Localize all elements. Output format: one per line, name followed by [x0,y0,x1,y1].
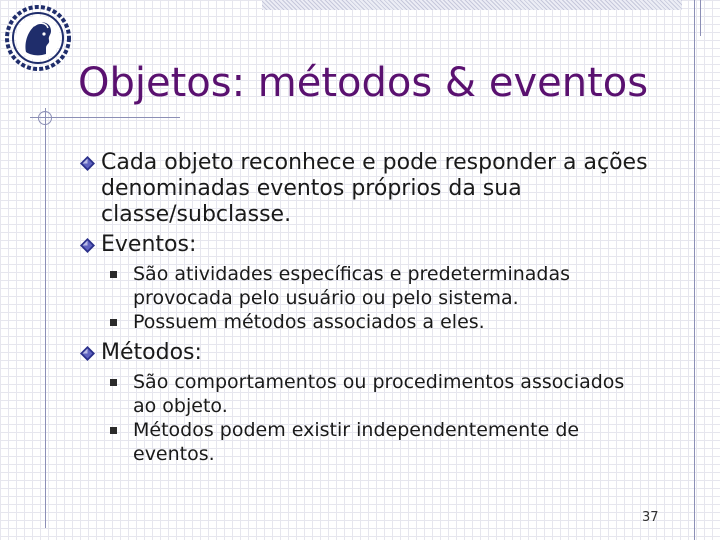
right-border-accent [700,0,701,36]
bullet-text: Cada objeto reconhece e pode responder a ações denominadas eventos próprios da sua classe/subclasse. [101,150,648,227]
sub-bullet-text: São atividades específicas e predeterminadas provocada pelo usuário ou pelo sistema. [133,263,571,309]
square-bullet-icon [110,319,117,326]
sub-bullet-text: Métodos podem existir independentemente de eventos. [133,419,580,465]
square-bullet-icon [110,427,117,434]
page-number: 37 [642,510,659,525]
bullet-item [80,340,650,366]
right-border-line [694,0,695,540]
bullet-item [80,232,650,258]
bullet-item [80,150,650,228]
diamond-bullet-icon [80,346,95,361]
diamond-bullet-icon [80,156,95,171]
diamond-bullet-icon [80,238,95,253]
square-bullet-icon [110,379,117,386]
sub-bullet-text: São comportamentos ou procedimentos associados ao objeto. [133,371,625,417]
slide-content [80,150,650,472]
header-pattern-band [262,0,682,10]
university-seal-icon [4,4,72,72]
bullet-text: Eventos: [101,232,197,257]
sub-bullet-item [80,418,650,466]
sub-bullet-item [80,310,650,334]
sub-bullet-text: Possuem métodos associados a eles. [133,311,485,333]
title-underline [30,117,180,118]
square-bullet-icon [110,271,117,278]
slide-title: Objetos: métodos & eventos [78,60,649,106]
left-vertical-rule [45,108,46,528]
sub-bullet-item [80,370,650,418]
rule-crosshair-decoration [38,111,52,125]
bullet-text: Métodos: [101,340,202,365]
sub-bullet-item [80,262,650,310]
